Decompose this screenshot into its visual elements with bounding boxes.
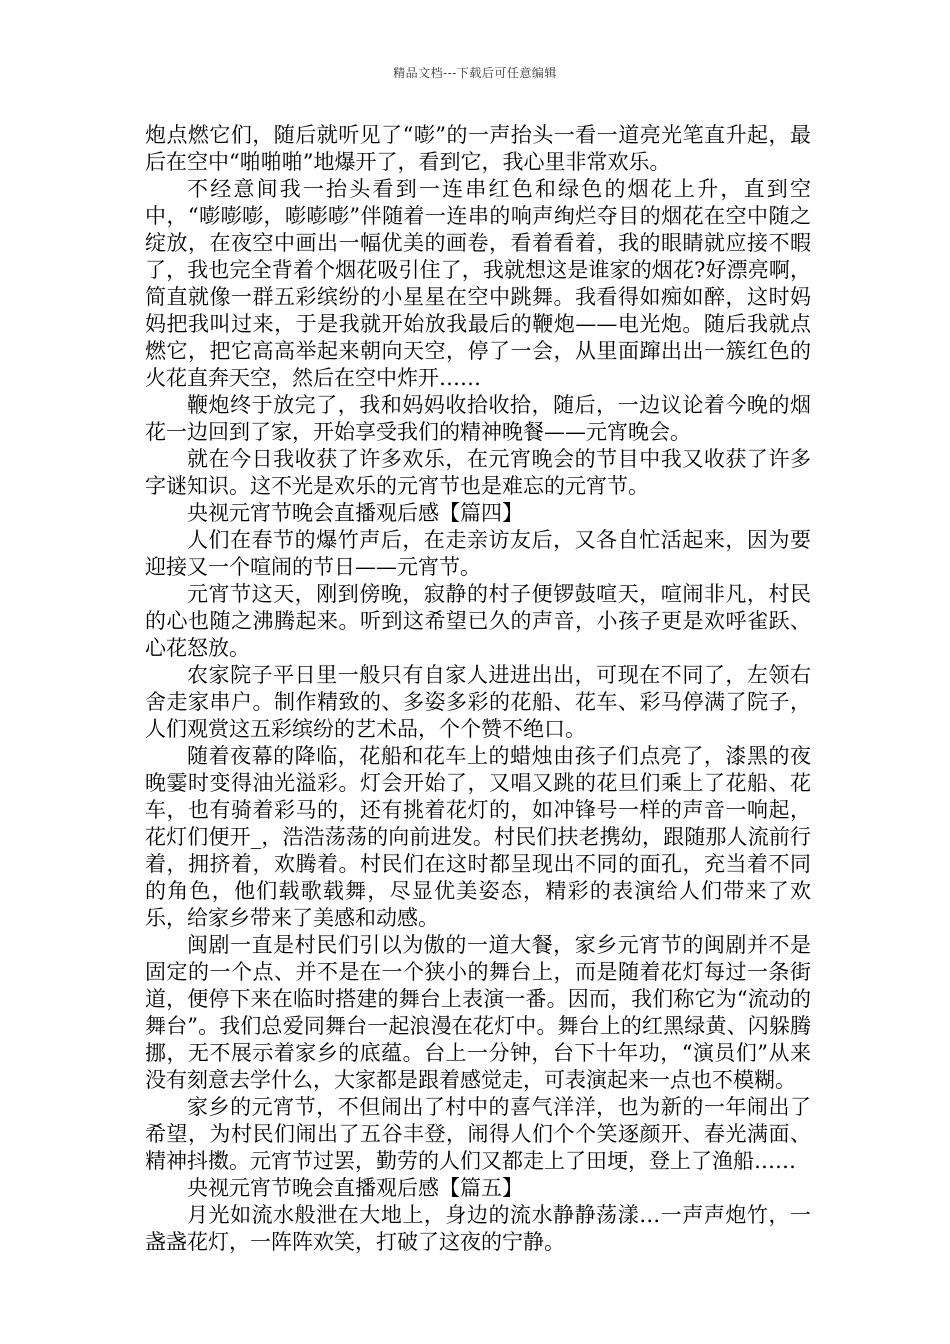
paragraph: 就在今日我收获了许多欢乐，在元宵晚会的节目中我又收获了许多字谜知识。这不光是欢乐的元宵节也是难忘的元宵节。 [145, 447, 811, 498]
paragraph: 闽剧一直是村民们引以为傲的一道大餐，家乡元宵节的闽剧并不是固定的一个点、并不是在一个狭小的舞台上，而是随着花灯每过一条街道，便停下来在临时搭建的舞台上表演一番。因而，我们称它为“流动的舞台”。我们总爱同舞台一起浪漫在花灯中。舞台上的红黑绿黄、闪躲腾挪，无不展示着家乡的底蕴。台上一分钟，台下十年功，“演员们”从来没有刻意去学什么，大家都是跟着感觉走，可表演起来一点也不模糊。 [145, 933, 811, 1092]
paragraph: 人们在春节的爆竹声后，在走亲访友后，又各自忙活起来，因为要迎接又一个喧闹的节日——元宵节。 [145, 528, 811, 579]
paragraph: 炮点燃它们，随后就听见了“嘭”的一声抬头一看一道亮光笔直升起，最后在空中“啪啪啪”地爆开了，看到它，我心里非常欢乐。 [145, 123, 811, 174]
paragraph: 农家院子平日里一般只有自家人进进出出，可现在不同了，左领右舍走家串户。制作精致的、多姿多彩的花船、花车、彩马停满了院子，人们观赏这五彩缤纷的艺术品，个个赞不绝口。 [145, 663, 811, 741]
paragraph: 随着夜幕的降临，花船和花车上的蜡烛由孩子们点亮了，漆黑的夜晚霎时变得油光溢彩。灯会开始了，又唱又跳的花旦们乘上了花船、花车，也有骑着彩马的，还有挑着花灯的，如冲锋号一样的声音一响起，花灯们便开_，浩浩荡荡的向前进发。村民们扶老携幼，跟随那人流前行着，拥挤着，欢腾着。村民们在这时都呈现出不同的面孔，充当着不同的角色，他们载歌载舞，尽显优美姿态，精彩的表演给人们带来了欢乐，给家乡带来了美感和动感。 [145, 744, 811, 930]
section-heading: 央视元宵节晚会直播观后感【篇五】 [187, 1176, 523, 1200]
paragraph: 不经意间我一抬头看到一连串红色和绿色的烟花上升，直到空中，“嘭嘭嘭，嘭嘭嘭”伴随着一连串的响声绚烂夺目的烟花在空中随之绽放，在夜空中画出一幅优美的画卷，看着看着，我的眼睛就应接不暇了，我也完全背着个烟花吸引住了，我就想这是谁家的烟花?好漂亮啊，简直就像一群五彩缤纷的小星星在空中跳舞。我看得如痴如醉，这时妈妈把我叫过来，于是我就开始放我最后的鞭炮——电光炮。随后我就点燃它，把它高高举起来朝向天空，停了一会，从里面蹿出出一簇红色的火花直奔天空，然后在空中炸开…… [145, 177, 811, 390]
document-body [145, 122, 811, 1256]
paragraph: 家乡的元宵节，不但闹出了村中的喜气洋洋，也为新的一年闹出了希望，为村民们闹出了五谷丰登，闹得人们个个笑逐颜开、春光满面、精神抖擞。元宵节过罢，勤劳的人们又都走上了田埂，登上了渔船…… [145, 1095, 811, 1173]
paragraph: 鞭炮终于放完了，我和妈妈收拾收拾，随后，一边议论着今晚的烟花一边回到了家，开始享受我们的精神晚餐——元宵晚会。 [145, 393, 811, 444]
paragraph: 元宵节这天，刚到傍晚，寂静的村子便锣鼓喧天，喧闹非凡，村民的心也随之沸腾起来。听到这希望已久的声音，小孩子更是欢呼雀跃、心花怒放。 [145, 582, 811, 660]
section-heading: 央视元宵节晚会直播观后感【篇四】 [187, 501, 523, 525]
page-header: 精品文档---下载后可任意编辑 [393, 66, 557, 80]
paragraph: 月光如流水般泄在大地上，身边的流水静静荡漾…一声声炮竹，一盏盏花灯，一阵阵欢笑，打破了这夜的宁静。 [145, 1203, 811, 1254]
